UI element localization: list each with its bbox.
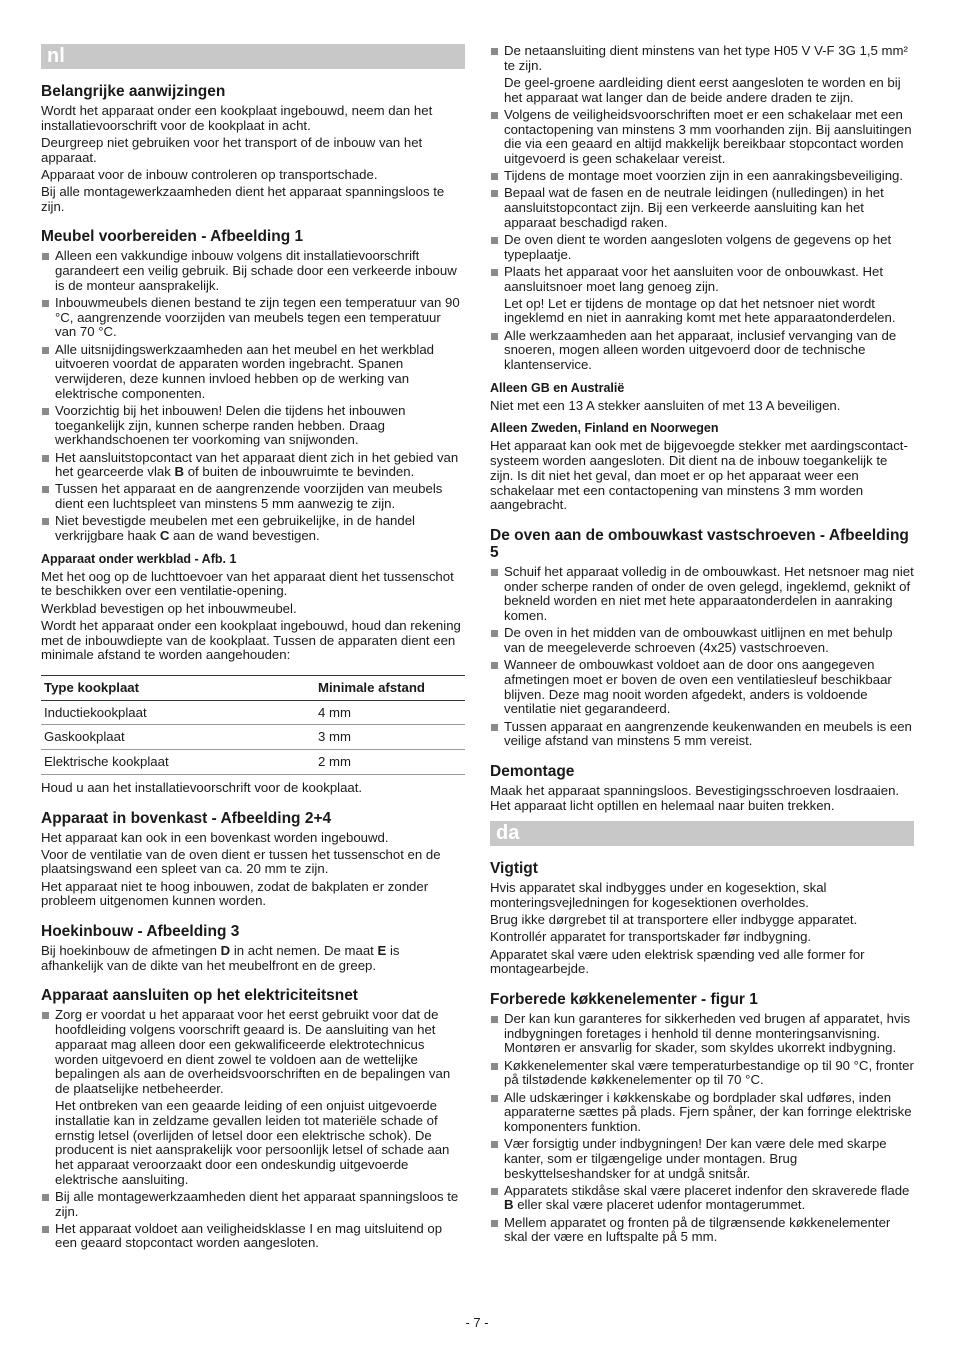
bullet-list [490, 1012, 914, 1245]
list-item: Alleen een vakkundige inbouw volgens dit installatievoorschrift garandeert een veilig gebruik. Bij schade door een verkeerde inbouw is de monteur aansprakelijk. [41, 249, 465, 293]
bullet-list [41, 249, 465, 543]
bullet-square-icon [42, 1226, 49, 1233]
paragraph: Maak het apparaat spanningsloos. Bevestigingsschroeven losdraaien. Het apparaat licht optillen en helemaal naar buiten trekken. [490, 782, 900, 813]
page-number: - 7 - [465, 1315, 489, 1330]
paragraph: Met het oog op de luchttoevoer van het apparaat dient het tussenschot te beschikken over een ventilatie-opening. [41, 568, 454, 599]
list-item: Tussen het apparaat en de aangrenzende voorzijden van meubels dient een luchtspleet van minstens 5 mm aanwezig te zijn. [41, 482, 465, 511]
paragraph: Hvis apparatet skal indbygges under en kogesektion, skal monteringsvejledningen for kogesektionen overholdes. [490, 880, 827, 911]
list-item: Het aansluitstopcontact van het apparaat dient zich in het gebied van het gearceerde vlak B of buiten de inbouwruimte te bevinden. [41, 451, 465, 480]
section-title-vigtigt: Vigtigt [490, 860, 538, 878]
table-header: Minimale afstand [315, 676, 465, 701]
right-column [490, 44, 914, 1248]
table-row [41, 725, 465, 750]
bullet-square-icon [491, 1095, 498, 1102]
bullet-square-icon [491, 1141, 498, 1148]
section-title-bovenkast: Apparaat in bovenkast - Afbeelding 2+4 [41, 809, 332, 827]
bullet-list [41, 1008, 465, 1251]
section-title-demontage: Demontage [490, 762, 575, 780]
bullet-square-icon [42, 253, 49, 260]
list-item: Alle udskæringer i køkkenskabe og bordplader skal udføres, inden apparaterne sættes på plads. Fjern spåner, der kan forringe elektriske komponenters funktion. [490, 1091, 914, 1135]
bullet-square-icon [42, 408, 49, 415]
bullet-square-icon [491, 173, 498, 180]
section-title-elektriciteit: Apparaat aansluiten op het elektriciteitsnet [41, 987, 358, 1005]
table-cell: Gaskookplaat [41, 725, 315, 750]
list-item: Inbouwmeubels dienen bestand te zijn tegen een temperatuur van 90 °C, aangrenzende voorzijden van meubels tegen een temperatuur van 70 °C. [41, 296, 465, 340]
table-row [41, 750, 465, 775]
paragraph: Apparatet skal være uden elektrisk spænding ved alle former for montagearbejde. [490, 946, 865, 977]
list-item: Bepaal wat de fasen en de neutrale leidingen (nulledingen) in het aansluitstopcontact zijn. Bij een verkeerde aansluiting kan het apparaat beschadigd raken. [490, 186, 914, 230]
list-item: Voorzichtig bij het inbouwen! Delen die tijdens het inbouwen toegankelijk zijn, kunnen scherpe randen hebben. Draag werkhandschoenen ter voorkoming van snijwonden. [41, 404, 465, 448]
bullet-square-icon [42, 455, 49, 462]
bullet-list [490, 44, 914, 373]
list-item: Schuif het apparaat volledig in de ombouwkast. Het netsnoer mag niet onder scherpe randen of onder de oven gelegd, ingeklemd, geknikt of bekneld worden en niet met hete apparaatonderdelen in aanraking komen. [490, 565, 914, 624]
bullet-square-icon [491, 190, 498, 197]
list-item: Volgens de veiligheidsvoorschriften moet er een schakelaar met een contactopening van minstens 3 mm voorhanden zijn. Bij aansluitingen die via een geaard en altijd makkelijk bereikbaar stopcontact worden uitgevoerd is geen schakelaar vereist. [490, 108, 914, 167]
paragraph: Bij alle montagewerkzaamheden dient het apparaat spanningsloos te zijn. [41, 184, 445, 214]
subsection-title-gb: Alleen GB en Australië [490, 380, 625, 395]
paragraph: Niet met een 13 A stekker aansluiten of met 13 A beveiligen. [490, 397, 841, 413]
bullet-square-icon [491, 237, 498, 244]
bullet-square-icon [491, 1188, 498, 1195]
bullet-square-icon [491, 269, 498, 276]
subsection-title-werkblad: Apparaat onder werkblad - Afb. 1 [41, 551, 237, 566]
section-title-hoekinbouw: Hoekinbouw - Afbeelding 3 [41, 923, 240, 941]
list-item: Tussen apparaat en aangrenzende keukenwanden en meubels is een veilige afstand van minstens 5 mm vereist. [490, 720, 914, 749]
table-cell: 4 mm [315, 700, 465, 725]
paragraph: Voor de ventilatie van de oven dient er tussen het tussenschot en de plaatsingswand een spleet van ca. 20 mm te zijn. [41, 846, 441, 877]
list-item: Plaats het apparaat voor het aansluiten voor de onbouwkast. Het aansluitsnoer moet lang genoeg zijn. Let op! Let er tijdens de montage op dat het netsnoer niet wordt ingeklemd en niet in aanraking komt met hete apparaatonderdelen. [490, 265, 914, 326]
bullet-square-icon [42, 1012, 49, 1019]
section-title-belangrijke: Belangrijke aanwijzingen [41, 83, 226, 100]
list-item: Køkkenelementer skal være temperaturbestandige op til 90 °C, fronter på tilstødende køkkenelementer op til 70 °C. [490, 1059, 914, 1088]
list-item: Alle uitsnijdingswerkzaamheden aan het meubel en het werkblad uitvoeren voordat de apparaten worden ingebracht. Spanen verwijderen, deze kunnen invloed hebben op de werking van elektrische componenten. [41, 343, 465, 402]
paragraph: Deurgreep niet gebruiken voor het transport of de inbouw van het apparaat. [41, 134, 423, 165]
list-item: Het apparaat voldoet aan veiligheidsklasse I en mag uitsluitend op een geaard stopcontact worden aangesloten. [41, 1222, 465, 1251]
bullet-square-icon [42, 300, 49, 307]
bullet-square-icon [491, 724, 498, 731]
list-item: Vær forsigtig under indbygningen! Der kan være dele med skarpe kanter, som er tilgængelige under montagen. Brug beskyttelseshandsker for at undgå snitsår. [490, 1137, 914, 1181]
section-title-forberede: Forberede køkkenelementer - figur 1 [490, 991, 758, 1009]
list-item: De netaansluiting dient minstens van het type H05 V V-F 3G 1,5 mm² te zijn. De geel-groene aardleiding dient eerst aangesloten te worden en bij het apparaat wat langer dan de beide andere draden te zijn. [490, 44, 914, 105]
list-item: Bij alle montagewerkzaamheden dient het apparaat spanningsloos te zijn. [41, 1190, 465, 1219]
language-header-da: da [490, 821, 914, 846]
bullet-square-icon [42, 486, 49, 493]
table-header-row [41, 676, 465, 701]
subsection-title-scandinavia: Alleen Zweden, Finland en Noorwegen [490, 421, 719, 436]
list-item: Tijdens de montage moet voorzien zijn in een aanrakingsbeveiliging. [490, 169, 914, 184]
paragraph: Apparaat voor de inbouw controleren op transportschade. [41, 166, 378, 182]
bullet-square-icon [491, 48, 498, 55]
distance-table [41, 675, 465, 775]
paragraph: Het apparaat kan ook in een bovenkast worden ingebouwd. [41, 829, 389, 845]
bullet-square-icon [491, 630, 498, 637]
paragraph: Brug ikke dørgrebet til at transportere eller indbygge apparatet. [490, 912, 858, 928]
paragraph: Werkblad bevestigen op het inbouwmeubel. [41, 600, 297, 616]
list-item: Mellem apparatet og fronten på de tilgrænsende køkkenelementer skal der være en luftspalte på 5 mm. [490, 1216, 914, 1245]
list-item: De oven in het midden van de ombouwkast uitlijnen en met behulp van de meegeleverde schroeven (4x25) vastschroeven. [490, 626, 914, 655]
list-item: Der kan kun garanteres for sikkerheden ved brugen af apparatet, hvis indbygningen foretages i henhold til denne monteringsanvisning. Montøren er ansvarlig for skader, som skyldes ukorrekt indbygning. [490, 1012, 914, 1056]
paragraph: Wordt het apparaat onder een kookplaat ingebouwd, neem dan het installatievoorschrift voor de kookplaat in acht. [41, 103, 433, 133]
table-row [41, 700, 465, 725]
bullet-square-icon [491, 662, 498, 669]
table-cell: Inductiekookplaat [41, 700, 315, 725]
section-title-meubel: Meubel voorbereiden - Afbeelding 1 [41, 228, 304, 246]
list-item: Alle werkzaamheden aan het apparaat, inclusief vervanging van de snoeren, mogen alleen worden uitgevoerd door de technische klantenservice. [490, 329, 914, 373]
bullet-square-icon [42, 518, 49, 525]
left-column [41, 44, 465, 1254]
list-item: De oven dient te worden aangesloten volgens de gegevens op het typeplaatje. [490, 233, 914, 262]
paragraph: Houd u aan het installatievoorschrift voor de kookplaat. [41, 779, 363, 795]
table-cell: 3 mm [315, 725, 465, 750]
language-header-nl: nl [41, 44, 465, 69]
table-cell: 2 mm [315, 750, 465, 775]
paragraph: Het apparaat kan ook met de bijgevoegde stekker met aardingscontact-systeem worden aangesloten. Dit dient na de inbouw toegankelijk te zijn. Is dit niet het geval, dan moet er op het apparaat weer een schakelaar met een contactopening van minstens 3 mm worden aangebracht. [490, 438, 908, 513]
bullet-square-icon [491, 569, 498, 576]
paragraph: Het apparaat niet te hoog inbouwen, zodat de bakplaten er zonder probleem uitgenomen kunnen worden. [41, 878, 429, 909]
paragraph: Kontrollér apparatet for transportskader før indbygning. [490, 929, 812, 945]
bullet-square-icon [491, 112, 498, 119]
bullet-square-icon [42, 1194, 49, 1201]
table-cell: Elektrische kookplaat [41, 750, 315, 775]
table-header: Type kookplaat [41, 676, 315, 701]
list-item: Wanneer de ombouwkast voldoet aan de door ons aangegeven afmetingen moet er boven de oven een ventilatiesleuf beschikbaar blijven. Deze mag nooit worden afgedekt, anders is voldoende ventilatie niet gegarandeerd. [490, 658, 914, 717]
paragraph: Bij hoekinbouw de afmetingen D in acht nemen. De maat E is afhankelijk van de dikte van het meubelfront en de greep. [41, 943, 400, 973]
bullet-square-icon [491, 333, 498, 340]
bullet-square-icon [491, 1063, 498, 1070]
list-item: Zorg er voordat u het apparaat voor het eerst gebruikt voor dat de hoofdleiding volgens voorschrift geaard is. De aansluiting van het apparaat mag alleen door een gekwalificeerde elektrotechnicus worden uitgevoerd en dient zowel te voldoen aan de wettelijke bepalingen als aan de overheidsvoorschriften en de bepalingen van de plaatselijke netbeheerder. Het ontbreken van een geaarde leiding of een onjuist uitgevoerde installatie kan in zeldzame gevallen leiden tot materiële schade of ernstig letsel (overlijden of letsel door een elektrische schok). De producent is niet aansprakelijk voor persoonlijk letsel of schade aan het apparaat veroorzaakt door een ondeskundig uitgevoerde elektrische aansluiting. [41, 1008, 465, 1187]
bullet-square-icon [491, 1016, 498, 1023]
bullet-square-icon [491, 1220, 498, 1227]
section-title-vastschroeven: De oven aan de ombouwkast vastschroeven - Afbeelding 5 [490, 526, 909, 561]
paragraph: Wordt het apparaat onder een kookplaat ingebouwd, houd dan rekening met de inbouwdiepte van de kookplaat. Tussen de apparaten dient een minimale afstand te worden aangehouden: [41, 617, 461, 663]
bullet-list [490, 565, 914, 749]
list-item: Apparatets stikdåse skal være placeret indenfor den skraverede flade B eller skal være placeret udenfor montagerummet. [490, 1184, 914, 1213]
bullet-square-icon [42, 347, 49, 354]
list-item: Niet bevestigde meubelen met een gebruikelijke, in de handel verkrijgbare haak C aan de wand bevestigen. [41, 514, 465, 543]
